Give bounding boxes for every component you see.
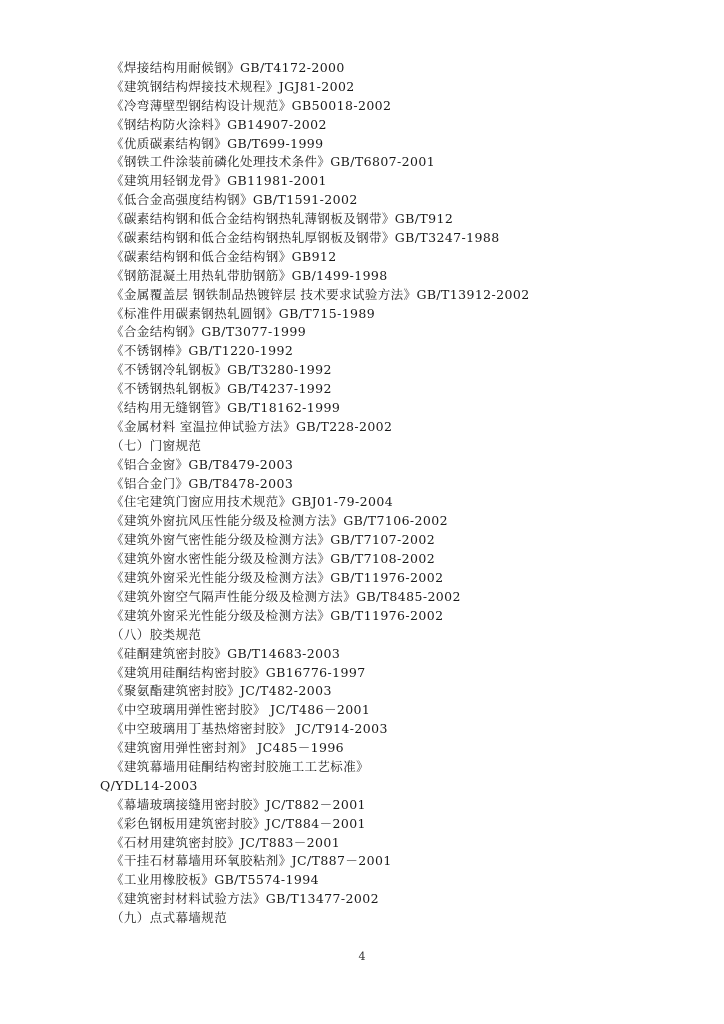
section-heading: （七）门窗规范	[111, 437, 202, 453]
standard-line: 《冷弯薄壁型钢结构设计规范》GB50018-2002	[111, 97, 392, 113]
standard-line: 《优质碳素结构钢》GB/T699-1999	[111, 135, 324, 151]
standard-line: 《低合金高强度结构钢》GB/T1591-2002	[111, 192, 358, 208]
standard-line: 《中空玻璃用丁基热熔密封胶》 JC/T914-2003	[111, 721, 388, 737]
standard-line: 《建筑幕墙用硅酮结构密封胶施工工艺标准》	[111, 758, 370, 774]
standard-line-continuation: Q/YDL14-2003	[100, 777, 198, 793]
standard-line: 《合金结构钢》GB/T3077-1999	[111, 324, 307, 340]
standard-line: 《建筑窗用弹性密封剂》 JC485－1996	[111, 740, 345, 756]
standard-line: 《金属材料 室温拉伸试验方法》GB/T228-2002	[111, 418, 393, 434]
standard-line: 《铝合金门》GB/T8478-2003	[111, 475, 294, 491]
standard-line: 《不锈钢热轧钢板》GB/T4237-1992	[111, 381, 332, 397]
standard-line: 《不锈钢冷轧钢板》GB/T3280-1992	[111, 362, 332, 378]
section-heading: （九）点式幕墙规范	[111, 910, 228, 926]
standards-list	[100, 59, 701, 928]
standard-line: 《中空玻璃用弹性密封胶》 JC/T486－2001	[111, 702, 371, 718]
standard-line: 《住宅建筑门窗应用技术规范》GBJ01-79-2004	[111, 494, 394, 510]
standard-line: 《碳素结构钢和低合金结构钢》GB912	[111, 248, 337, 264]
standard-line: 《碳素结构钢和低合金结构钢热轧厚钢板及钢带》GB/T3247-1988	[111, 230, 500, 246]
standard-line: 《聚氨酯建筑密封胶》JC/T482-2003	[111, 683, 332, 699]
standard-line: 《建筑用轻钢龙骨》GB11981-2001	[111, 173, 327, 189]
standard-line: 《结构用无缝钢管》GB/T18162-1999	[111, 400, 341, 416]
page-number: 4	[358, 950, 366, 963]
standard-line: 《建筑外窗采光性能分级及检测方法》GB/T11976-2002	[111, 570, 444, 586]
standard-line: 《建筑钢结构焊接技术规程》JGJ81-2002	[111, 78, 355, 94]
standard-line: 《建筑外窗抗风压性能分级及检测方法》GB/T7106-2002	[111, 513, 448, 529]
standard-line: 《金属覆盖层 钢铁制品热镀锌层 技术要求试验方法》GB/T13912-2002	[111, 286, 530, 302]
standard-line: 《碳素结构钢和低合金结构钢热轧薄钢板及钢带》GB/T912	[111, 211, 454, 227]
section-heading: （八）胶类规范	[111, 626, 202, 642]
standard-line: 《幕墙玻璃接缝用密封胶》JC/T882－2001	[111, 796, 366, 812]
standard-line: 《干挂石材幕墙用环氧胶粘剂》JC/T887－2001	[111, 853, 392, 869]
standard-line: 《建筑外窗采光性能分级及检测方法》GB/T11976-2002	[111, 607, 444, 623]
standard-line: 《彩色钢板用建筑密封胶》JC/T884－2001	[111, 815, 366, 831]
standard-line: 《建筑密封材料试验方法》GB/T13477-2002	[111, 891, 379, 907]
standard-line: 《钢结构防火涂料》GB14907-2002	[111, 116, 327, 132]
standard-line: 《建筑外窗水密性能分级及检测方法》GB/T7108-2002	[111, 551, 436, 567]
standard-line: 《钢筋混凝土用热轧带肋钢筋》GB/1499-1998	[111, 267, 388, 283]
standard-line: 《建筑用硅酮结构密封胶》GB16776-1997	[111, 664, 366, 680]
standard-line: 《钢铁工件涂装前磷化处理技术条件》GB/T6807-2001	[111, 154, 436, 170]
standard-line: 《焊接结构用耐候钢》GB/T4172-2000	[111, 60, 345, 75]
standard-line: 《建筑外窗空气隔声性能分级及检测方法》GB/T8485-2002	[111, 588, 461, 604]
standard-line: 《不锈钢棒》GB/T1220-1992	[111, 343, 294, 359]
standard-line: 《石材用建筑密封胶》JC/T883－2001	[111, 834, 341, 850]
standard-line: 《标准件用碳素钢热轧圆钢》GB/T715-1989	[111, 305, 376, 321]
standard-line: 《硅酮建筑密封胶》GB/T14683-2003	[111, 645, 341, 661]
standard-line: 《铝合金窗》GB/T8479-2003	[111, 456, 294, 472]
standard-line: 《工业用橡胶板》GB/T5574-1994	[111, 872, 319, 888]
standard-line: 《建筑外窗气密性能分级及检测方法》GB/T7107-2002	[111, 532, 436, 548]
